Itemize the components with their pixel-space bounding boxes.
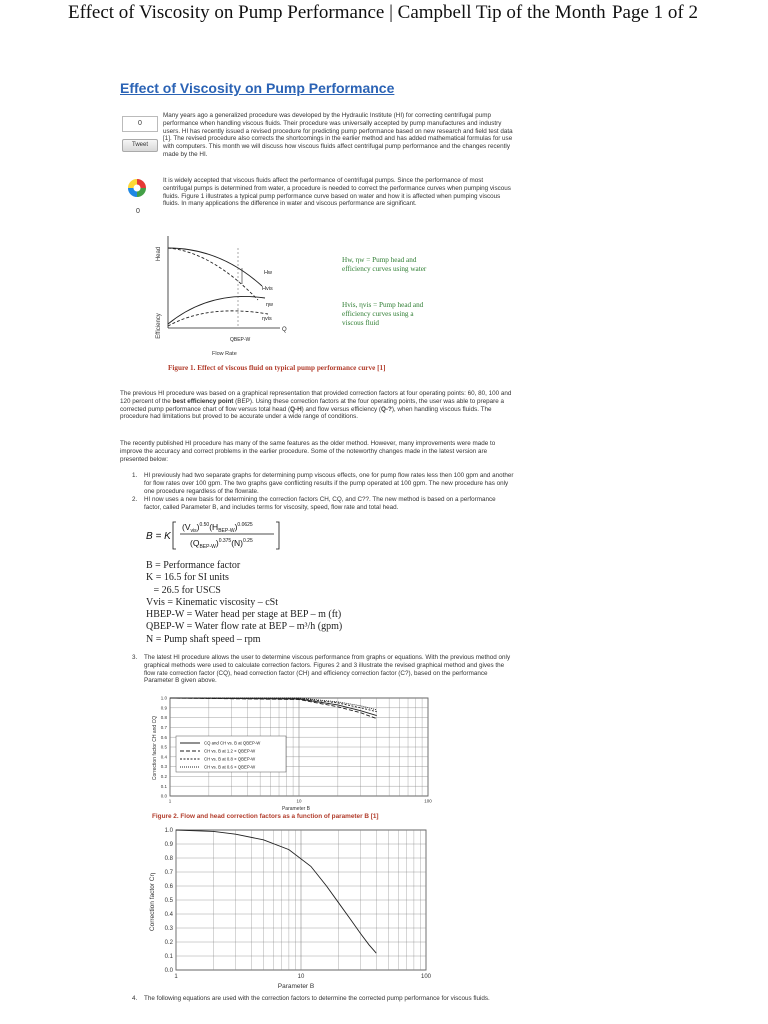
figure-2-caption: Figure 2. Flow and head correction factors as a function of parameter B [1] <box>152 813 379 820</box>
fig1-label-hw: Hw <box>264 270 272 276</box>
svg-text:(QBEP-W)0.375(N)0.25: $(Q_{BEP-W})^{0.375}(N)^{0.25}$ <box>190 538 253 550</box>
fig1-eff-water-curve <box>168 296 265 324</box>
fig3-ytick-label: 0.0 <box>164 968 173 975</box>
fig2-ytick-label: 0.2 <box>160 773 167 779</box>
fig1-label-hvis: Hvis <box>262 286 273 292</box>
fig3-xlabel: Parameter B <box>277 983 315 990</box>
fig3-ytick-label: 0.4 <box>164 912 173 919</box>
equation-definitions <box>146 560 342 646</box>
list-item: 2. HI now uses a new basis for determining the correction factors CH, CQ, and C??. The new method is based on a performance factor, called Parameter B, and includes terms for viscosity, speed, flow rate and total head. <box>132 496 496 511</box>
fig3-ytick-label: 0.6 <box>164 884 173 891</box>
fig2-series-line <box>170 698 377 710</box>
fig1-legend-water-line1: Hw, ηw = Pump head and <box>342 256 417 264</box>
fig3-ytick-label: 0.7 <box>164 870 173 877</box>
list-item: 3. The latest HI procedure allows the user to determine viscous performance from graphs or equations. With the previous method only graphical methods were used to calculate correction factors. Figures 2 and 3 illustrate the revised graphical method and gives the flow rate correction factor (CQ), head correction factor (CH) and efficiency correction factor (C?), based on the performance Parameter B given above. <box>132 654 511 685</box>
fig1-x-symbol: Q <box>282 327 287 333</box>
fig2-legend-label: CH vs. B at 0.6 × QBEP-W <box>204 764 256 770</box>
eq-def-viscosity: Vvis = Kinematic viscosity – cSt <box>146 596 279 608</box>
fig1-legend-viscous <box>342 301 423 328</box>
list-item: 4. The following equations are used with the correction factors to determine the corrected pump performance for viscous fluids. <box>132 995 490 1002</box>
fig2-ytick-label: 0.3 <box>160 764 167 770</box>
list-item: 1. HI previously had two separate graphs for determining pump viscous effects, one for pump flow rates less then 100 gpm and another for flow rates over 100 gpm. The two graphs gave conflicting results if the pump operated at 100 gpm. The new procedure has only one procedure regardless of the flowrate. <box>132 472 514 495</box>
fig3-ytick-label: 0.9 <box>164 842 173 849</box>
eq-def-speed: N = Pump shaft speed – rpm <box>146 633 261 645</box>
fig3-ytick-label: 0.5 <box>164 898 173 905</box>
fig3-ytick-label: 0.3 <box>164 926 173 933</box>
fig3-xtick-label: 100 <box>420 974 432 980</box>
tweet-button[interactable]: Tweet <box>122 139 158 152</box>
fig1-xlabel: Flow Rate <box>212 351 237 357</box>
fig2-legend-label: CQ and CH vs. B at QBEP-W <box>204 740 261 746</box>
fig2-legend-label: CH vs. B at 0.8 × QBEP-W <box>204 756 256 762</box>
fig2-xlabel: Parameter B <box>281 806 311 812</box>
fig2-xtick-label: 100 <box>424 798 432 804</box>
fig1-legend-water-line2: efficiency curves using water <box>342 265 427 273</box>
parameter-b-equation <box>146 516 296 554</box>
fig2-ylabel: Correction factor CH and CQ <box>152 715 158 781</box>
fig1-legend-viscous-line3: viscous fluid <box>342 319 379 327</box>
fig2-series-line <box>170 698 377 716</box>
fig2-ytick-label: 0.8 <box>160 715 167 721</box>
eq-def-flow: QBEP-W = Water flow rate at BEP – m³/h (gpm) <box>146 621 343 633</box>
fig2-ytick-label: 0.0 <box>160 793 167 799</box>
fig1-ylabel-head: Head <box>156 246 162 262</box>
fig3-xtick-label: 10 <box>297 974 305 980</box>
svg-text:B = K: B = K <box>146 531 171 542</box>
fig3-ytick-label: 0.2 <box>164 940 173 947</box>
figure-3-chart <box>144 822 444 992</box>
fig2-ytick-label: 0.9 <box>160 705 167 711</box>
fig2-series-line <box>170 698 377 712</box>
fig1-label-nw: ηw <box>266 302 274 308</box>
fig1-q-label: QBEP-W <box>230 337 251 343</box>
google-plus-icon[interactable] <box>125 176 149 200</box>
fig3-ytick-label: 0.8 <box>164 856 173 863</box>
figure-1 <box>150 228 530 363</box>
fig2-series-line <box>170 698 377 719</box>
fig3-ytick-label: 1.0 <box>164 828 173 835</box>
fig1-label-nvis: ηvis <box>262 316 272 322</box>
fig1-head-water-curve <box>168 248 262 286</box>
fig2-ytick-label: 1.0 <box>160 695 167 701</box>
fig2-legend-label: CH vs. B at 1.2 × QBEP-W <box>204 748 256 754</box>
fig2-xtick-label: 10 <box>296 798 302 804</box>
intro-paragraph: Many years ago a generalized procedure was developed by the Hydraulic Institute (HI) for correcting centrifugal pump performance when handling viscous fluids. Their procedure was universally accepted by pump manufactures and industry users. HI has recently issued a revised procedure for predicting pump performance based on new research and field test data [1]. The revised procedure also corrects the shortcomings in the earlier method and has added mathematical formulas for use with computers. This month we will discuss how viscous fluids affect centrifugal pump performance and the changes recently made by the HI. <box>163 112 513 158</box>
share-count[interactable]: 0 <box>122 116 158 132</box>
fig2-ytick-label: 0.6 <box>160 734 167 740</box>
eq-def-k-uscs: = 26.5 for USCS <box>146 584 221 596</box>
fig2-ytick-label: 0.4 <box>160 754 167 760</box>
fig3-ytick-label: 0.1 <box>164 954 173 961</box>
page-header <box>0 0 768 28</box>
fig3-series-line <box>176 830 376 953</box>
fig1-legend-viscous-line1: Hvis, ηvis = Pump head and <box>342 301 424 309</box>
plus-count: 0 <box>136 208 140 215</box>
paragraph-2: It is widely accepted that viscous fluids affect the performance of centrifugal pumps. Since the performance of most centrifugal pumps is determined from water, a procedure is needed to correct the performance curves when pumping viscous fluids. Figure 1 illustrates a typical pump performance curve based on water and how it is affected when pumping viscous fluids. In many applications the difference in water and viscous performance are significant. <box>163 177 511 208</box>
svg-text:(Vvis)0.50(HBEP-W)0.0625: $(V_{vis})^{0.50}(H_{BEP-W})^{0.0625}$ <box>182 522 253 534</box>
fig1-legend-viscous-line2: efficiency curves using a <box>342 310 414 318</box>
fig1-ylabel-efficiency: Efficiency <box>156 313 162 339</box>
paragraph-4: The recently published HI procedure has many of the same features as the older method. However, many improvements were made to improve the accuracy and correct problems in the earlier procedure. Some of the noteworthy changes made in the latest version are presented below: <box>120 440 496 463</box>
eq-def-k-si: K = 16.5 for SI units <box>146 572 229 584</box>
figure-1-caption: Figure 1. Effect of viscous fluid on typical pump performance curve [1] <box>168 364 386 372</box>
figure-2-chart <box>148 690 438 812</box>
header-title: Effect of Viscosity on Pump Performance | Campbell Tip of the Month <box>68 2 606 23</box>
fig2-ytick-label: 0.7 <box>160 724 167 730</box>
fig3-ylabel: Correction factor Cη <box>149 872 156 932</box>
fig3-xtick-label: 1 <box>174 974 178 980</box>
paragraph-3: The previous HI procedure was based on a graphical representation that provided correction factors at four operating points: 60, 80, 100 and 120 percent of the best efficiency point (BEP). Using these correction factors at the four operating points, the user was able to prepare a corrected pump performance chart of flow versus total head (Q-H) and flow versus efficiency (Q-?), when handling viscous fluids. The procedure had limitations but proved to be accurate under a wide range of conditions. <box>120 390 512 421</box>
fig1-legend-water <box>342 256 426 274</box>
fig2-ytick-label: 0.5 <box>160 744 167 750</box>
article-title[interactable]: Effect of Viscosity on Pump Performance <box>120 80 395 96</box>
eq-def-b: B = Performance factor <box>146 560 241 571</box>
eq-def-head: HBEP-W = Water head per stage at BEP – m (ft) <box>146 609 342 621</box>
page-number: Page 1 of 2 <box>611 2 698 23</box>
fig2-xtick-label: 1 <box>168 798 172 804</box>
fig2-ytick-label: 0.1 <box>160 783 167 789</box>
